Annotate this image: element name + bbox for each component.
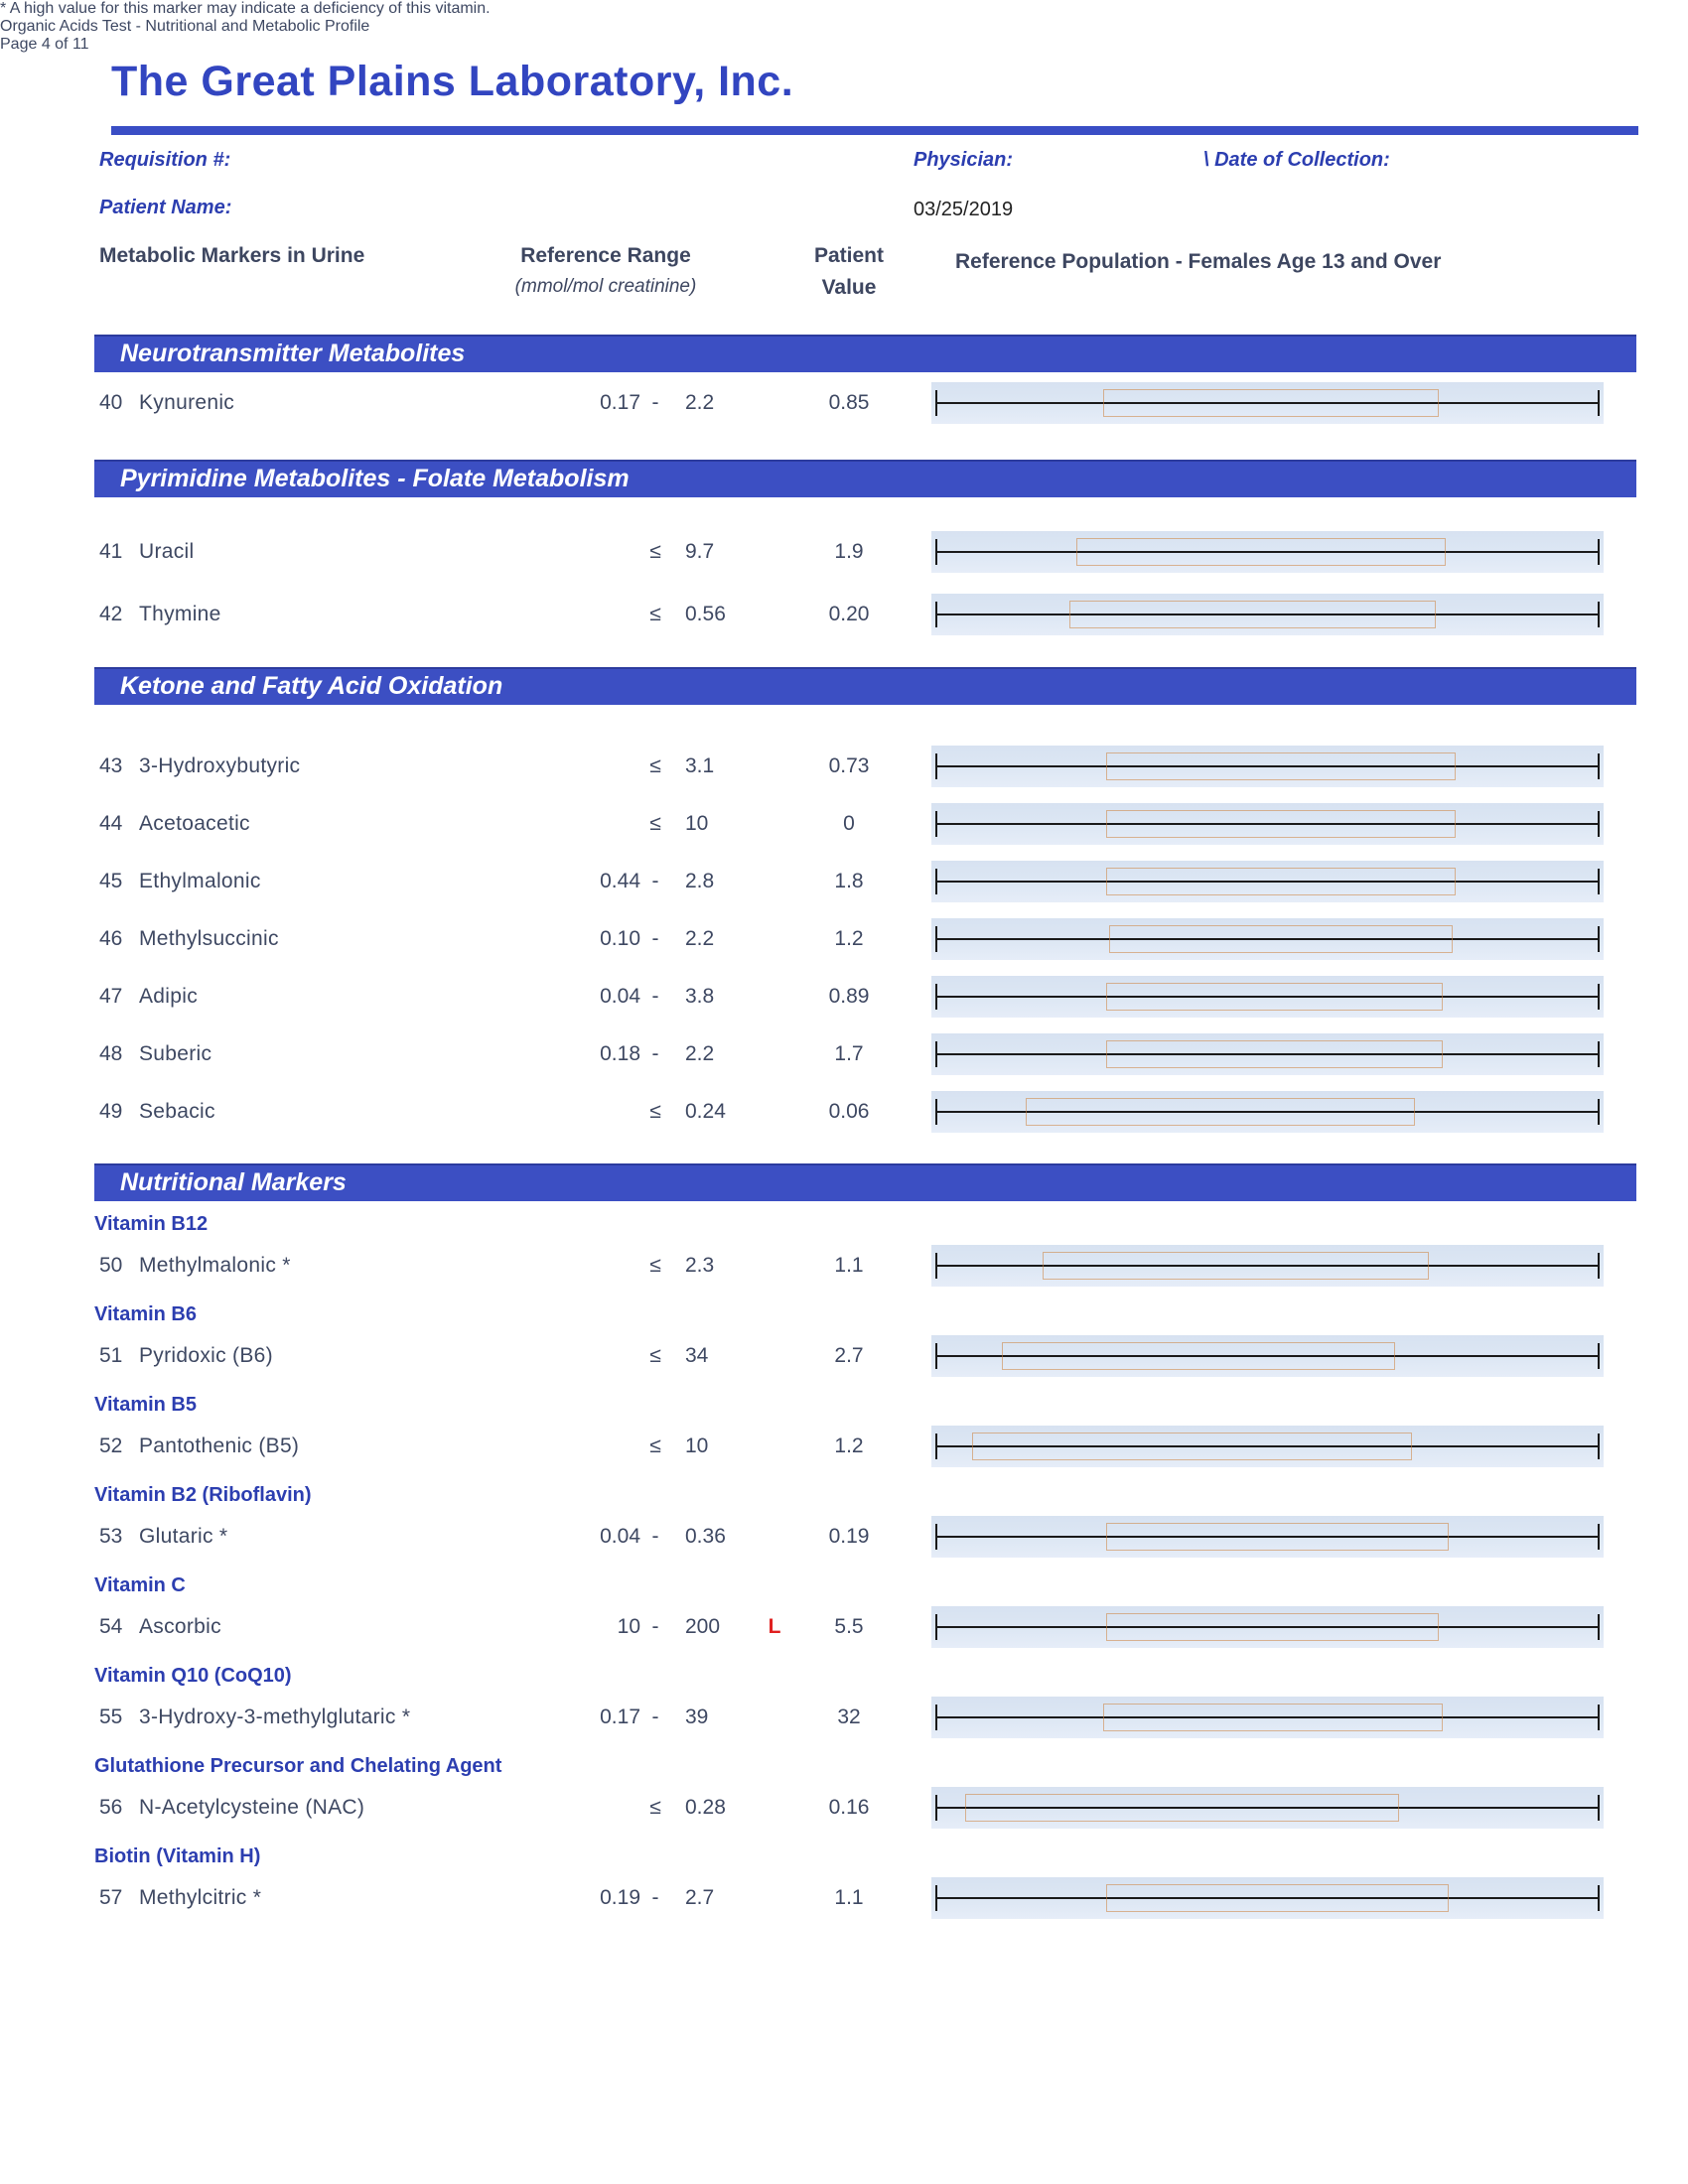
- physician-label: Physician:: [914, 149, 1014, 171]
- marker-number: 42: [99, 603, 123, 625]
- reference-population-chart: [931, 860, 1604, 903]
- reference-population-chart: [931, 1696, 1604, 1739]
- patient-value: 1.2: [834, 1434, 864, 1457]
- marker-name: Glutaric *: [139, 1525, 228, 1548]
- collection-date-value: 03/25/2019: [914, 199, 1014, 220]
- range-separator: ≤: [649, 1254, 661, 1277]
- whisker-right-tick: [1598, 984, 1600, 1010]
- patient-value: 1.2: [834, 927, 864, 950]
- range-high: 200: [685, 1615, 721, 1638]
- whisker-left-tick: [935, 984, 937, 1010]
- range-high: 10: [685, 812, 709, 835]
- reference-population-chart: [931, 802, 1604, 846]
- whisker-left-tick: [935, 1795, 937, 1821]
- patient-value: 0.73: [828, 754, 870, 777]
- subheading-glutathione: Glutathione Precursor and Chelating Agent: [94, 1755, 502, 1777]
- marker-name: Thymine: [139, 603, 221, 625]
- marker-name: Methylsuccinic: [139, 927, 279, 950]
- patient-value: 1.1: [834, 1254, 864, 1277]
- range-low: 0.18: [600, 1042, 640, 1065]
- abnormal-flag: L: [768, 1615, 781, 1638]
- marker-row: [99, 1244, 1638, 1288]
- range-high: 2.2: [685, 927, 715, 950]
- marker-row: [99, 1515, 1638, 1559]
- reference-population-chart: [931, 745, 1604, 788]
- marker-name: 3-Hydroxybutyric: [139, 754, 301, 777]
- marker-row: [99, 917, 1638, 961]
- marker-name: Uracil: [139, 540, 195, 563]
- range-separator: -: [651, 1042, 659, 1065]
- reference-population-chart: [931, 917, 1604, 961]
- range-separator: -: [651, 870, 659, 892]
- range-high: 10: [685, 1434, 709, 1457]
- reference-population-chart: [931, 381, 1604, 425]
- marker-row: [99, 1032, 1638, 1076]
- patient-value: 1.1: [834, 1886, 864, 1909]
- range-high: 0.36: [685, 1525, 726, 1548]
- patient-value: 0.20: [828, 603, 870, 625]
- whisker-right-tick: [1598, 1099, 1600, 1125]
- whisker-left-tick: [935, 869, 937, 894]
- population-distribution-bar: [1106, 1613, 1439, 1641]
- subheading-biotin: Biotin (Vitamin H): [94, 1845, 261, 1867]
- range-separator: -: [651, 1525, 659, 1548]
- patient-name-label: Patient Name:: [99, 197, 232, 218]
- column-markers: Metabolic Markers in Urine: [99, 244, 365, 267]
- population-distribution-bar: [1026, 1098, 1416, 1126]
- patient-value: 0.06: [828, 1100, 870, 1123]
- patient-value: 0: [843, 812, 855, 835]
- whisker-right-tick: [1598, 1433, 1600, 1459]
- column-reference-population: Reference Population - Females Age 13 and Over: [955, 250, 1442, 273]
- range-low: 0.19: [600, 1886, 640, 1909]
- whisker-right-tick: [1598, 869, 1600, 894]
- subheading-vitamin-b5: Vitamin B5: [94, 1394, 197, 1416]
- marker-number: 54: [99, 1615, 123, 1638]
- reference-population-chart: [931, 1090, 1604, 1134]
- marker-row: [99, 745, 1638, 788]
- marker-name: Ascorbic: [139, 1615, 221, 1638]
- subheading-vitamin-c: Vitamin C: [94, 1574, 186, 1596]
- reference-population-chart: [931, 1876, 1604, 1920]
- whisker-left-tick: [935, 926, 937, 952]
- marker-number: 52: [99, 1434, 123, 1457]
- marker-row: [99, 1786, 1638, 1830]
- header-divider: [111, 126, 1638, 135]
- marker-row: [99, 975, 1638, 1019]
- marker-number: 50: [99, 1254, 123, 1277]
- population-distribution-bar: [965, 1794, 1399, 1822]
- whisker-left-tick: [935, 811, 937, 837]
- range-separator: -: [651, 1886, 659, 1909]
- section-header-neurotransmitter: Neurotransmitter Metabolites: [94, 335, 1636, 372]
- whisker-left-tick: [935, 539, 937, 565]
- population-distribution-bar: [1106, 1884, 1449, 1912]
- range-separator: ≤: [649, 1100, 661, 1123]
- marker-name: Suberic: [139, 1042, 212, 1065]
- range-separator: ≤: [649, 754, 661, 777]
- marker-number: 41: [99, 540, 123, 563]
- patient-value: 32: [837, 1706, 861, 1728]
- population-distribution-bar: [1069, 601, 1436, 628]
- marker-number: 51: [99, 1344, 123, 1367]
- whisker-left-tick: [935, 1433, 937, 1459]
- range-separator: ≤: [649, 812, 661, 835]
- whisker-left-tick: [935, 1343, 937, 1369]
- marker-row: [99, 530, 1638, 574]
- reference-population-chart: [931, 1605, 1604, 1649]
- patient-value: 5.5: [834, 1615, 864, 1638]
- whisker-right-tick: [1598, 602, 1600, 627]
- patient-value: 0.85: [828, 391, 870, 414]
- range-separator: ≤: [649, 1344, 661, 1367]
- whisker-right-tick: [1598, 1885, 1600, 1911]
- marker-row: [99, 1334, 1638, 1378]
- marker-row: [99, 593, 1638, 636]
- population-distribution-bar: [1109, 925, 1452, 953]
- range-low: 0.17: [600, 1706, 640, 1728]
- marker-row: [99, 1605, 1638, 1649]
- marker-number: 43: [99, 754, 123, 777]
- marker-name: Kynurenic: [139, 391, 235, 414]
- whisker-left-tick: [935, 753, 937, 779]
- range-separator: ≤: [649, 603, 661, 625]
- patient-value: 0.19: [828, 1525, 870, 1548]
- whisker-left-tick: [935, 1524, 937, 1550]
- marker-name: Acetoacetic: [139, 812, 250, 835]
- population-distribution-bar: [1106, 868, 1456, 895]
- whisker-right-tick: [1598, 1614, 1600, 1640]
- subheading-vitamin-b2: Vitamin B2 (Riboflavin): [94, 1484, 312, 1506]
- marker-name: Methylmalonic *: [139, 1254, 291, 1277]
- date-of-collection-label: \ Date of Collection:: [1203, 149, 1390, 171]
- marker-row: [99, 1090, 1638, 1134]
- whisker-left-tick: [935, 1253, 937, 1279]
- marker-number: 49: [99, 1100, 123, 1123]
- whisker-right-tick: [1598, 926, 1600, 952]
- whisker-right-tick: [1598, 390, 1600, 416]
- marker-number: 44: [99, 812, 123, 835]
- marker-number: 46: [99, 927, 123, 950]
- marker-name: Pyridoxic (B6): [139, 1344, 273, 1367]
- range-separator: ≤: [649, 540, 661, 563]
- subheading-vitamin-b12: Vitamin B12: [94, 1213, 209, 1235]
- population-distribution-bar: [1106, 983, 1443, 1011]
- whisker-right-tick: [1598, 539, 1600, 565]
- patient-value: 1.9: [834, 540, 864, 563]
- reference-population-chart: [931, 593, 1604, 636]
- range-high: 39: [685, 1706, 709, 1728]
- range-high: 9.7: [685, 540, 715, 563]
- marker-name: 3-Hydroxy-3-methylglutaric *: [139, 1706, 411, 1728]
- marker-number: 57: [99, 1886, 123, 1909]
- range-separator: -: [651, 1706, 659, 1728]
- marker-name: Methylcitric *: [139, 1886, 262, 1909]
- section-header-nutritional: Nutritional Markers: [94, 1163, 1636, 1201]
- footer-report-title: Organic Acids Test - Nutritional and Metabolic Profile: [0, 18, 370, 35]
- range-high: 2.3: [685, 1254, 715, 1277]
- whisker-left-tick: [935, 1885, 937, 1911]
- marker-number: 47: [99, 985, 123, 1008]
- range-separator: ≤: [649, 1796, 661, 1819]
- population-distribution-bar: [1106, 1523, 1449, 1551]
- column-patient: Patient: [813, 244, 884, 267]
- marker-name: Pantothenic (B5): [139, 1434, 300, 1457]
- reference-population-chart: [931, 1515, 1604, 1559]
- population-distribution-bar: [1002, 1342, 1395, 1370]
- whisker-left-tick: [935, 1041, 937, 1067]
- whisker-right-tick: [1598, 811, 1600, 837]
- marker-number: 53: [99, 1525, 123, 1548]
- column-reference-range-units: (mmol/mol creatinine): [514, 276, 697, 297]
- range-separator: -: [651, 985, 659, 1008]
- population-distribution-bar: [1103, 389, 1440, 417]
- reference-population-chart: [931, 975, 1604, 1019]
- range-high: 2.2: [685, 1042, 715, 1065]
- marker-row: [99, 1876, 1638, 1920]
- range-low: 0.44: [600, 870, 640, 892]
- section-header-pyrimidine: Pyrimidine Metabolites - Folate Metabolism: [94, 460, 1636, 497]
- range-separator: -: [651, 1615, 659, 1638]
- patient-value: 1.8: [834, 870, 864, 892]
- marker-name: Ethylmalonic: [139, 870, 261, 892]
- range-low: 0.04: [600, 1525, 640, 1548]
- marker-number: 55: [99, 1706, 123, 1728]
- range-low: 0.17: [600, 391, 640, 414]
- range-high: 2.8: [685, 870, 715, 892]
- range-high: 3.8: [685, 985, 715, 1008]
- marker-row: [99, 1696, 1638, 1739]
- reference-population-chart: [931, 1425, 1604, 1468]
- range-low: 10: [617, 1615, 640, 1638]
- population-distribution-bar: [1043, 1252, 1429, 1280]
- range-separator: -: [651, 927, 659, 950]
- population-distribution-bar: [1106, 1040, 1443, 1068]
- whisker-right-tick: [1598, 1343, 1600, 1369]
- vitamin-footnote: * A high value for this marker may indicate a deficiency of this vitamin.: [0, 0, 491, 17]
- reference-population-chart: [931, 1244, 1604, 1288]
- range-separator: -: [651, 391, 659, 414]
- reference-population-chart: [931, 1032, 1604, 1076]
- whisker-right-tick: [1598, 1524, 1600, 1550]
- subheading-vitamin-b6: Vitamin B6: [94, 1303, 197, 1325]
- whisker-right-tick: [1598, 1253, 1600, 1279]
- whisker-left-tick: [935, 602, 937, 627]
- range-high: 0.56: [685, 603, 726, 625]
- patient-value: 2.7: [834, 1344, 864, 1367]
- range-high: 2.2: [685, 391, 715, 414]
- whisker-left-tick: [935, 390, 937, 416]
- reference-population-chart: [931, 1786, 1604, 1830]
- range-high: 0.24: [685, 1100, 726, 1123]
- patient-value: 1.7: [834, 1042, 864, 1065]
- marker-number: 56: [99, 1796, 123, 1819]
- subheading-vitamin-q10: Vitamin Q10 (CoQ10): [94, 1665, 292, 1687]
- marker-row: [99, 860, 1638, 903]
- lab-title: The Great Plains Laboratory, Inc.: [111, 58, 794, 105]
- marker-name: Sebacic: [139, 1100, 215, 1123]
- marker-name: N-Acetylcysteine (NAC): [139, 1796, 365, 1819]
- range-high: 3.1: [685, 754, 715, 777]
- whisker-right-tick: [1598, 753, 1600, 779]
- marker-name: Adipic: [139, 985, 198, 1008]
- marker-row: [99, 1425, 1638, 1468]
- reference-population-chart: [931, 530, 1604, 574]
- marker-number: 48: [99, 1042, 123, 1065]
- reference-population-chart: [931, 1334, 1604, 1378]
- patient-value: 0.89: [828, 985, 870, 1008]
- marker-number: 40: [99, 391, 123, 414]
- patient-value: 0.16: [828, 1796, 870, 1819]
- whisker-right-tick: [1598, 1041, 1600, 1067]
- whisker-right-tick: [1598, 1795, 1600, 1821]
- whisker-right-tick: [1598, 1705, 1600, 1730]
- population-distribution-bar: [1106, 810, 1456, 838]
- section-header-ketone: Ketone and Fatty Acid Oxidation: [94, 667, 1636, 705]
- population-distribution-bar: [1106, 752, 1456, 780]
- population-distribution-bar: [1076, 538, 1446, 566]
- range-separator: ≤: [649, 1434, 661, 1457]
- range-high: 34: [685, 1344, 709, 1367]
- range-high: 2.7: [685, 1886, 715, 1909]
- marker-number: 45: [99, 870, 123, 892]
- marker-row: [99, 381, 1638, 425]
- column-value: Value: [821, 276, 877, 299]
- range-high: 0.28: [685, 1796, 726, 1819]
- population-distribution-bar: [972, 1433, 1412, 1460]
- range-low: 0.10: [600, 927, 640, 950]
- column-reference-range: Reference Range: [520, 244, 691, 267]
- marker-row: [99, 802, 1638, 846]
- whisker-left-tick: [935, 1099, 937, 1125]
- whisker-left-tick: [935, 1705, 937, 1730]
- footer-page-number: Page 4 of 11: [0, 36, 89, 53]
- range-low: 0.04: [600, 985, 640, 1008]
- whisker-left-tick: [935, 1614, 937, 1640]
- requisition-label: Requisition #:: [99, 149, 231, 171]
- population-distribution-bar: [1103, 1704, 1443, 1731]
